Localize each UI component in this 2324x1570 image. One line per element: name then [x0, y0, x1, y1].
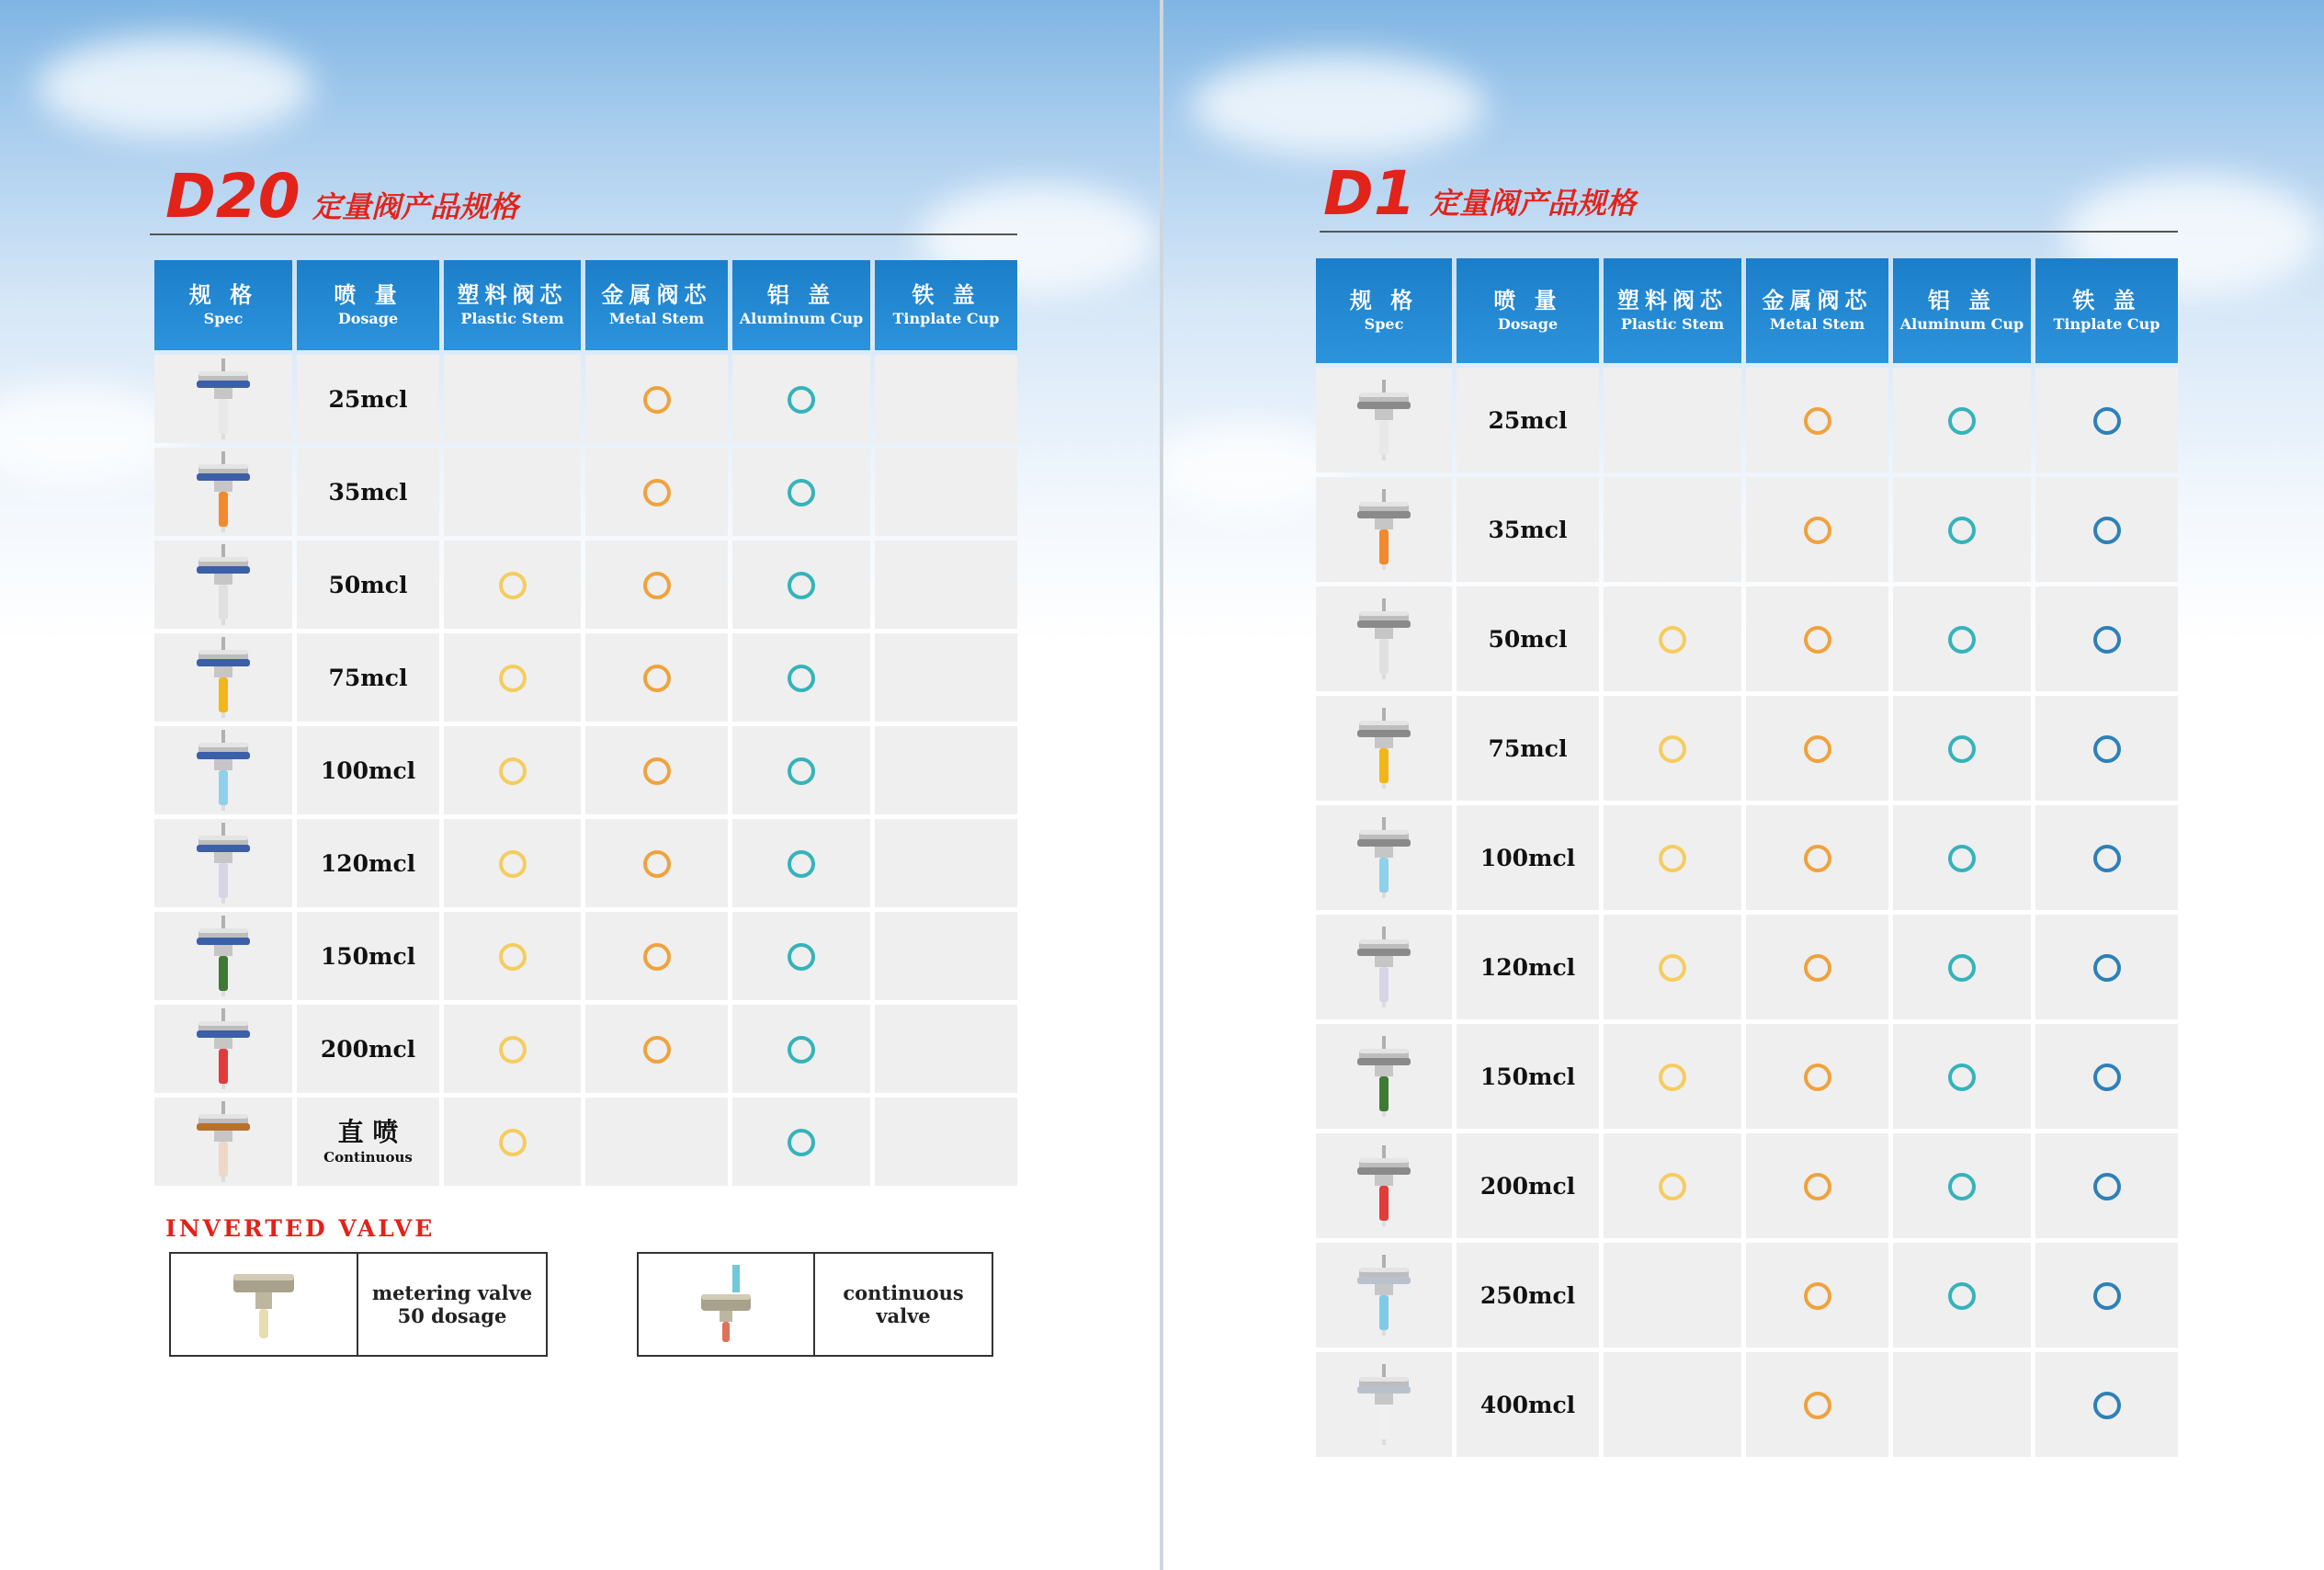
metal-stem-cell: [585, 633, 728, 722]
spec-cell: [154, 448, 292, 536]
dosage-cell: [297, 912, 439, 1000]
aluminum-cup-cell: [732, 448, 870, 536]
plastic-stem-cell: [1604, 805, 1741, 910]
tinplate-cup-cell: [875, 633, 1017, 722]
table-row: [1316, 805, 2178, 910]
availability-ring-icon: [643, 1036, 671, 1064]
cloud: [37, 37, 312, 138]
metal-stem-cell: [1746, 1024, 1888, 1129]
header-aluminum-cup: 铝 盖 Aluminum Cup: [1893, 258, 2031, 363]
aluminum-cup-cell: [1893, 1024, 2031, 1129]
availability-ring-icon: [2093, 626, 2121, 654]
inverted-valve-label: metering valve 50 dosage: [371, 1281, 533, 1327]
valve-icon: [1352, 487, 1416, 572]
availability-ring-icon: [643, 572, 671, 599]
aluminum-cup-cell: [1893, 805, 2031, 910]
dosage-value: 120mcl: [1479, 953, 1576, 981]
plastic-stem-cell: [1604, 1133, 1741, 1238]
availability-ring-icon: [1948, 1173, 1976, 1200]
header-spec: 规 格 Spec: [1316, 258, 1452, 363]
availability-ring-icon: [2093, 517, 2121, 544]
valve-icon: [191, 1007, 255, 1091]
dosage-value: 400mcl: [1479, 1391, 1576, 1418]
left-title-code: D20: [165, 161, 300, 232]
dosage-value: 250mcl: [1479, 1281, 1576, 1309]
spec-cell: [1316, 915, 1452, 1019]
dosage-cell: [1457, 1352, 1599, 1457]
cloud: [1191, 55, 1485, 156]
aluminum-cup-cell: [1893, 477, 2031, 582]
table-row: [1316, 1024, 2178, 1129]
tinplate-cup-cell: [875, 726, 1017, 814]
dosage-value: 50mcl: [1488, 625, 1568, 653]
availability-ring-icon: [643, 665, 671, 692]
valve-icon: [191, 542, 255, 627]
dosage-value: 150mcl: [320, 942, 416, 970]
dosage-cell: [1457, 915, 1599, 1019]
aluminum-cup-cell: [732, 633, 870, 722]
spec-cell: [1316, 477, 1452, 582]
dosage-value: 50mcl: [328, 571, 408, 598]
table-row: [154, 448, 1017, 536]
table-row: [154, 1098, 1017, 1186]
availability-ring-icon: [1659, 1064, 1686, 1091]
plastic-stem-cell: [1604, 1024, 1741, 1129]
table-row: [1316, 368, 2178, 472]
valve-icon: [191, 1099, 255, 1184]
spec-cell: [1316, 1024, 1452, 1129]
valve-icon: [191, 821, 255, 905]
valve-icon: [191, 449, 255, 534]
table-row: [1316, 586, 2178, 691]
dosage-cell: [297, 448, 439, 536]
spec-cell: [154, 819, 292, 907]
dosage-value: 200mcl: [320, 1035, 416, 1063]
dosage-cell: [297, 726, 439, 814]
spec-cell: [1316, 1133, 1452, 1238]
dosage-cell: [297, 1005, 439, 1093]
valve-icon: [1352, 1034, 1416, 1119]
header-metal-stem: 金属阀芯 Metal Stem: [1746, 258, 1888, 363]
aluminum-cup-cell: [732, 912, 870, 1000]
table-header-row: [1316, 258, 2178, 363]
header-dosage: 喷 量 Dosage: [297, 260, 439, 350]
plastic-stem-cell: [1604, 586, 1741, 691]
header-tinplate-cup: 铁 盖 Tinplate Cup: [875, 260, 1017, 350]
plastic-stem-cell: [444, 819, 581, 907]
availability-ring-icon: [1948, 1064, 1976, 1091]
dosage-value-cn: 直 喷: [337, 1117, 399, 1147]
dosage-cell: [297, 819, 439, 907]
metal-stem-cell: [585, 1098, 728, 1186]
spec-cell: [154, 912, 292, 1000]
metal-stem-cell: [1746, 1352, 1888, 1457]
tinplate-cup-cell: [2035, 586, 2178, 691]
table-header-row: [154, 260, 1017, 350]
aluminum-cup-cell: [1893, 1243, 2031, 1348]
valve-icon: [1352, 1143, 1416, 1228]
availability-ring-icon: [1804, 735, 1831, 763]
tinplate-cup-cell: [2035, 1243, 2178, 1348]
header-plastic-stem: 塑料阀芯 Plastic Stem: [444, 260, 581, 350]
table-row: [154, 540, 1017, 629]
spec-cell: [154, 355, 292, 443]
inverted-continuous-valve-icon: [685, 1263, 767, 1346]
plastic-stem-cell: [1604, 696, 1741, 801]
header-aluminum-cup: 铝 盖 Aluminum Cup: [732, 260, 870, 350]
plastic-stem-cell: [1604, 477, 1741, 582]
dosage-cell: [1457, 477, 1599, 582]
dosage-value: 100mcl: [320, 757, 416, 784]
spec-cell: [1316, 586, 1452, 691]
aluminum-cup-cell: [1893, 915, 2031, 1019]
metal-stem-cell: [1746, 368, 1888, 472]
tinplate-cup-cell: [2035, 477, 2178, 582]
availability-ring-icon: [788, 850, 815, 878]
tinplate-cup-cell: [875, 448, 1017, 536]
inverted-valve-box-continuous: [637, 1252, 993, 1357]
aluminum-cup-cell: [732, 1005, 870, 1093]
d1-spec-table: [1311, 254, 2182, 1462]
left-title-rule: [150, 233, 1017, 235]
aluminum-cup-cell: [1893, 1352, 2031, 1457]
availability-ring-icon: [499, 665, 527, 692]
aluminum-cup-cell: [1893, 1133, 2031, 1238]
dosage-value: 25mcl: [1488, 406, 1568, 434]
dosage-cell: [1457, 586, 1599, 691]
tinplate-cup-cell: [875, 819, 1017, 907]
plastic-stem-cell: [444, 355, 581, 443]
spec-cell: [1316, 696, 1452, 801]
table-row: [154, 1005, 1017, 1093]
table-row: [1316, 1352, 2178, 1457]
d20-spec-table: [150, 256, 1022, 1190]
metal-stem-cell: [585, 912, 728, 1000]
metal-stem-cell: [1746, 1243, 1888, 1348]
availability-ring-icon: [1948, 517, 1976, 544]
spec-cell: [154, 1098, 292, 1186]
tinplate-cup-cell: [875, 912, 1017, 1000]
availability-ring-icon: [788, 665, 815, 692]
availability-ring-icon: [1804, 954, 1831, 982]
availability-ring-icon: [2093, 407, 2121, 435]
availability-ring-icon: [499, 850, 527, 878]
availability-ring-icon: [1659, 1173, 1686, 1200]
availability-ring-icon: [643, 850, 671, 878]
inverted-valve-box-metering: [169, 1252, 548, 1357]
tinplate-cup-cell: [875, 1098, 1017, 1186]
availability-ring-icon: [1804, 1064, 1831, 1091]
availability-ring-icon: [1659, 735, 1686, 763]
availability-ring-icon: [2093, 1282, 2121, 1310]
availability-ring-icon: [1948, 735, 1976, 763]
right-title-subtitle: 定量阀产品规格: [1430, 186, 1637, 221]
plastic-stem-cell: [444, 726, 581, 814]
availability-ring-icon: [1804, 407, 1831, 435]
availability-ring-icon: [788, 1036, 815, 1064]
plastic-stem-cell: [444, 912, 581, 1000]
availability-ring-icon: [1804, 845, 1831, 872]
plastic-stem-cell: [1604, 368, 1741, 472]
valve-icon: [1352, 1253, 1416, 1337]
header-plastic-stem: 塑料阀芯 Plastic Stem: [1604, 258, 1741, 363]
valve-icon: [1352, 1362, 1416, 1447]
aluminum-cup-cell: [732, 355, 870, 443]
table-row: [1316, 1243, 2178, 1348]
availability-ring-icon: [1948, 954, 1976, 982]
valve-icon: [191, 728, 255, 813]
metal-stem-cell: [585, 355, 728, 443]
availability-ring-icon: [1804, 1392, 1831, 1419]
dosage-value: 35mcl: [328, 478, 408, 506]
aluminum-cup-cell: [732, 1098, 870, 1186]
table-row: [1316, 477, 2178, 582]
availability-ring-icon: [788, 757, 815, 785]
availability-ring-icon: [1804, 517, 1831, 544]
valve-icon: [1352, 597, 1416, 681]
availability-ring-icon: [1948, 626, 1976, 654]
aluminum-cup-cell: [1893, 368, 2031, 472]
availability-ring-icon: [643, 757, 671, 785]
right-title-rule: [1320, 231, 2178, 233]
dosage-value: 35mcl: [1488, 516, 1568, 543]
dosage-cell: [297, 540, 439, 629]
metal-stem-cell: [1746, 477, 1888, 582]
table-row: [1316, 696, 2178, 801]
spec-cell: [154, 540, 292, 629]
dosage-cell: [1457, 696, 1599, 801]
plastic-stem-cell: [444, 1098, 581, 1186]
aluminum-cup-cell: [1893, 586, 2031, 691]
spec-cell: [154, 633, 292, 722]
spec-cell: [154, 1005, 292, 1093]
table-row: [1316, 1133, 2178, 1238]
tinplate-cup-cell: [2035, 368, 2178, 472]
availability-ring-icon: [788, 572, 815, 599]
inverted-valve-image: [639, 1254, 815, 1355]
inverted-valve-image: [171, 1254, 358, 1355]
table-row: [154, 726, 1017, 814]
metal-stem-cell: [1746, 1133, 1888, 1238]
dosage-cell: [1457, 368, 1599, 472]
tinplate-cup-cell: [875, 355, 1017, 443]
spec-cell: [154, 726, 292, 814]
availability-ring-icon: [2093, 1064, 2121, 1091]
spec-cell: [1316, 1352, 1452, 1457]
availability-ring-icon: [1659, 626, 1686, 654]
valve-icon: [1352, 706, 1416, 791]
availability-ring-icon: [1948, 407, 1976, 435]
metal-stem-cell: [585, 726, 728, 814]
valve-icon: [191, 357, 255, 441]
dosage-value-en: Continuous: [323, 1149, 413, 1166]
metal-stem-cell: [585, 1005, 728, 1093]
header-metal-stem: 金属阀芯 Metal Stem: [585, 260, 728, 350]
availability-ring-icon: [499, 1036, 527, 1064]
dosage-value: 75mcl: [1488, 734, 1568, 762]
availability-ring-icon: [499, 572, 527, 599]
plastic-stem-cell: [1604, 915, 1741, 1019]
availability-ring-icon: [643, 943, 671, 971]
header-tinplate-cup: 铁 盖 Tinplate Cup: [2035, 258, 2178, 363]
availability-ring-icon: [1948, 845, 1976, 872]
availability-ring-icon: [2093, 845, 2121, 872]
availability-ring-icon: [1804, 1173, 1831, 1200]
availability-ring-icon: [1659, 845, 1686, 872]
metal-stem-cell: [1746, 696, 1888, 801]
aluminum-cup-cell: [732, 819, 870, 907]
availability-ring-icon: [1804, 1282, 1831, 1310]
tinplate-cup-cell: [2035, 915, 2178, 1019]
plastic-stem-cell: [1604, 1352, 1741, 1457]
metal-stem-cell: [585, 819, 728, 907]
metal-stem-cell: [1746, 915, 1888, 1019]
availability-ring-icon: [2093, 1173, 2121, 1200]
header-dosage: 喷 量 Dosage: [1457, 258, 1599, 363]
availability-ring-icon: [2093, 1392, 2121, 1419]
metal-stem-cell: [585, 448, 728, 536]
spec-cell: [1316, 805, 1452, 910]
valve-icon: [1352, 925, 1416, 1009]
table-row: [1316, 915, 2178, 1019]
header-spec: 规 格 Spec: [154, 260, 292, 350]
plastic-stem-cell: [444, 1005, 581, 1093]
availability-ring-icon: [643, 386, 671, 414]
tinplate-cup-cell: [875, 1005, 1017, 1093]
tinplate-cup-cell: [2035, 805, 2178, 910]
aluminum-cup-cell: [1893, 696, 2031, 801]
table-row: [154, 819, 1017, 907]
left-title-subtitle: 定量阀产品规格: [312, 189, 519, 224]
valve-icon: [1352, 815, 1416, 900]
availability-ring-icon: [788, 479, 815, 506]
dosage-value: 25mcl: [328, 385, 408, 413]
dosage-cell: [297, 633, 439, 722]
dosage-cell: [1457, 1024, 1599, 1129]
dosage-cell: [1457, 805, 1599, 910]
availability-ring-icon: [2093, 954, 2121, 982]
aluminum-cup-cell: [732, 726, 870, 814]
tinplate-cup-cell: [2035, 1133, 2178, 1238]
valve-icon: [1352, 378, 1416, 462]
inverted-valve-label: continuous valve: [843, 1281, 964, 1327]
inverted-metering-valve-icon: [222, 1263, 305, 1346]
page-spine: [1160, 0, 1163, 1570]
dosage-value: 75mcl: [328, 664, 408, 691]
dosage-value: 120mcl: [320, 849, 416, 877]
plastic-stem-cell: [444, 540, 581, 629]
tinplate-cup-cell: [2035, 1352, 2178, 1457]
availability-ring-icon: [499, 757, 527, 785]
table-row: [154, 355, 1017, 443]
table-row: [154, 912, 1017, 1000]
table-row: [154, 633, 1017, 722]
aluminum-cup-cell: [732, 540, 870, 629]
dosage-cell: [1457, 1133, 1599, 1238]
plastic-stem-cell: [1604, 1243, 1741, 1348]
dosage-cell: [297, 1098, 439, 1186]
dosage-value: 100mcl: [1479, 844, 1576, 871]
spec-cell: [1316, 1243, 1452, 1348]
availability-ring-icon: [788, 943, 815, 971]
availability-ring-icon: [1659, 954, 1686, 982]
metal-stem-cell: [1746, 805, 1888, 910]
availability-ring-icon: [788, 386, 815, 414]
availability-ring-icon: [1948, 1282, 1976, 1310]
spec-cell: [1316, 368, 1452, 472]
dosage-cell: [1457, 1243, 1599, 1348]
plastic-stem-cell: [444, 633, 581, 722]
availability-ring-icon: [2093, 735, 2121, 763]
valve-icon: [191, 635, 255, 720]
availability-ring-icon: [1804, 626, 1831, 654]
dosage-cell: [297, 355, 439, 443]
valve-icon: [191, 914, 255, 998]
dosage-value: 150mcl: [1479, 1063, 1576, 1090]
metal-stem-cell: [1746, 586, 1888, 691]
availability-ring-icon: [499, 1129, 527, 1156]
tinplate-cup-cell: [2035, 696, 2178, 801]
tinplate-cup-cell: [875, 540, 1017, 629]
availability-ring-icon: [499, 943, 527, 971]
availability-ring-icon: [643, 479, 671, 506]
right-title-code: D1: [1323, 158, 1416, 229]
dosage-value: 200mcl: [1479, 1172, 1576, 1200]
tinplate-cup-cell: [2035, 1024, 2178, 1129]
availability-ring-icon: [788, 1129, 815, 1156]
plastic-stem-cell: [444, 448, 581, 536]
metal-stem-cell: [585, 540, 728, 629]
inverted-valve-title: INVERTED VALVE: [165, 1215, 436, 1242]
